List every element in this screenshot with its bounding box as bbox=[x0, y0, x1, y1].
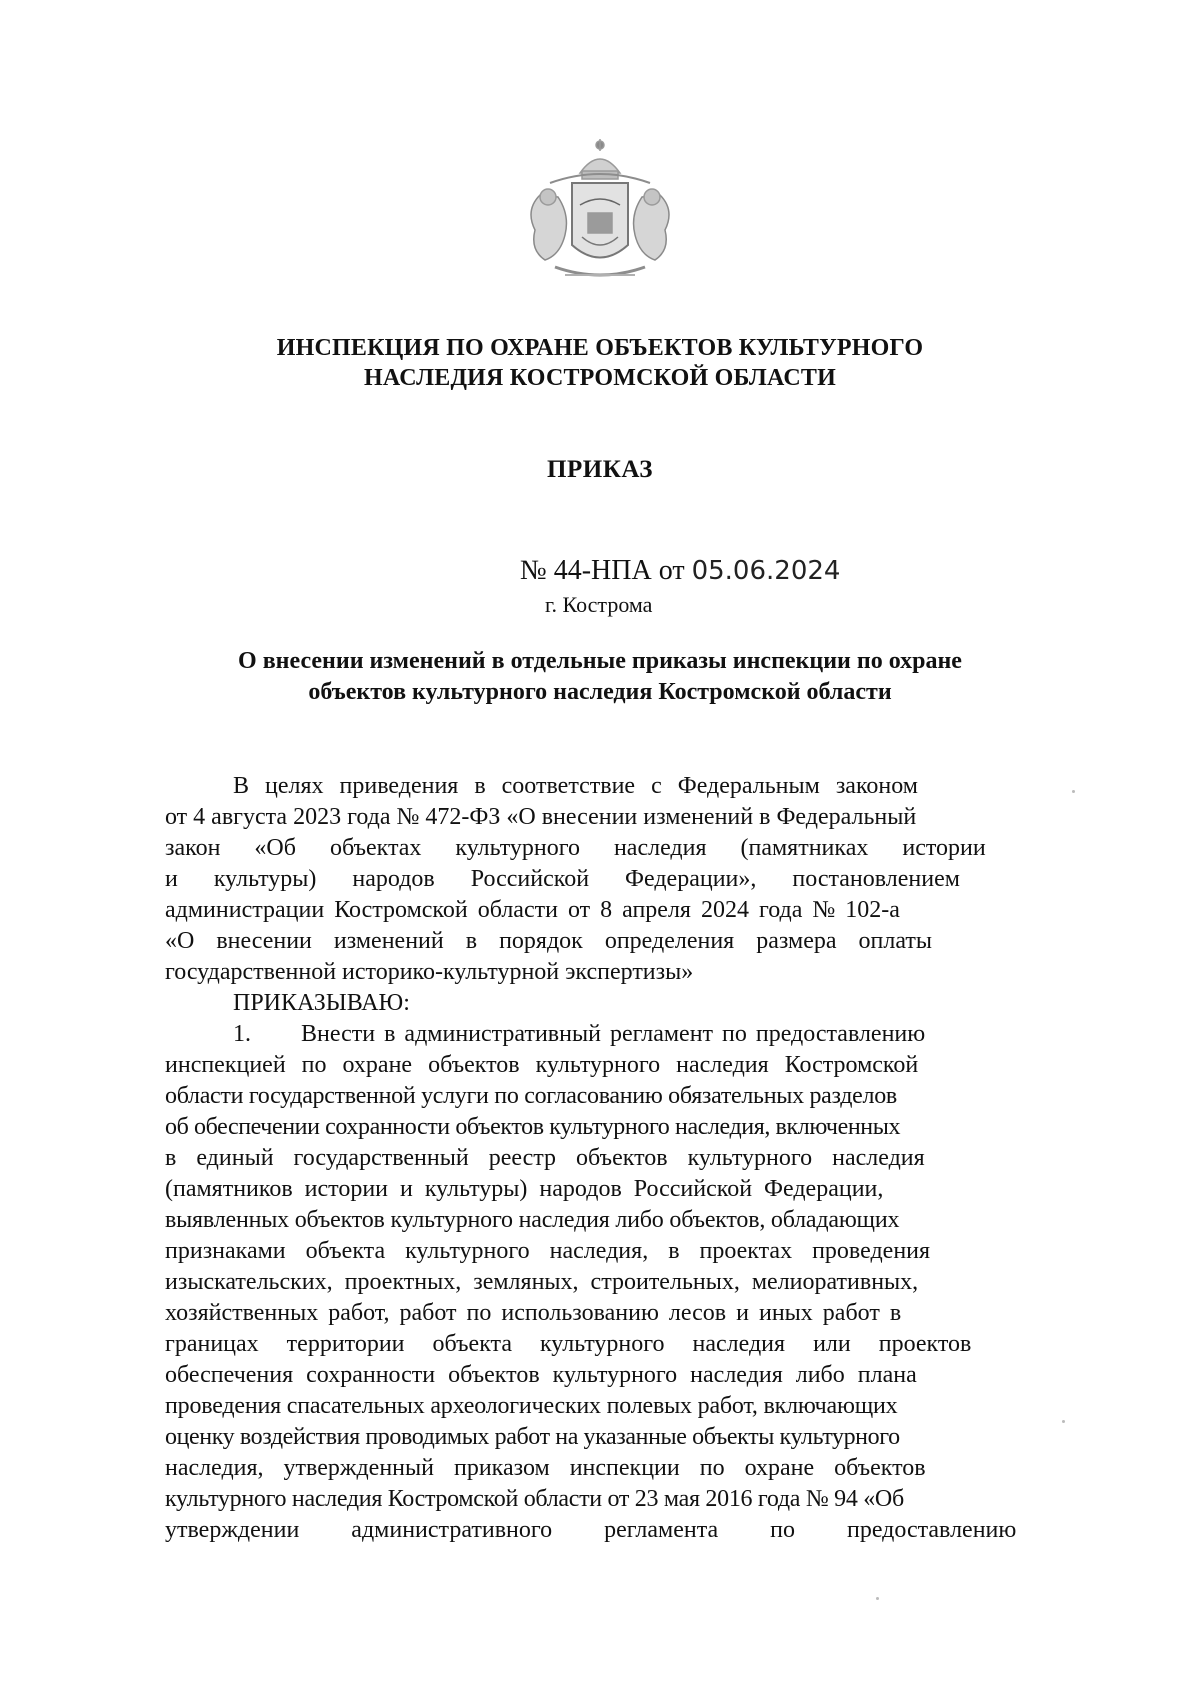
item-1-line: хозяйственных работ, работ по использованию лесов и иных работ в bbox=[165, 1300, 902, 1326]
item-1-line: наследия, утвержденный приказом инспекции по охране объектов bbox=[165, 1455, 926, 1481]
scan-speck bbox=[1072, 790, 1075, 793]
subject-line-1: О внесении изменений в отдельные приказы инспекции по охране bbox=[238, 648, 962, 674]
item-1-line: об обеспечении сохранности объектов культурного наследия, включенных bbox=[165, 1114, 901, 1140]
document-number-line bbox=[520, 555, 840, 587]
preamble-line: от 4 августа 2023 года № 472-ФЗ «О внесении изменений в Федеральный bbox=[165, 804, 917, 830]
item-1-line: оценку воздействия проводимых работ на указанные объекты культурного bbox=[165, 1424, 900, 1450]
document-type: ПРИКАЗ bbox=[547, 456, 653, 483]
item-1-line: обеспечения сохранности объектов культурного наследия либо плана bbox=[165, 1362, 917, 1388]
preamble-line: государственной историко-культурной экспертизы» bbox=[165, 959, 694, 985]
scan-speck bbox=[876, 1597, 879, 1600]
organization-name bbox=[150, 333, 1050, 393]
item-1-line: (памятников истории и культуры) народов Российской Федерации, bbox=[165, 1176, 884, 1202]
item-1-line: выявленных объектов культурного наследия либо объектов, обладающих bbox=[165, 1207, 900, 1233]
preamble-line: «О внесении изменений в порядок определения размера оплаты bbox=[165, 928, 932, 954]
preamble-line: закон «Об объектах культурного наследия (памятниках истории bbox=[165, 835, 986, 861]
document-number: № 44-НПА от bbox=[520, 555, 692, 586]
document-date: 05.06.2024 bbox=[691, 556, 841, 586]
organization-name-line-1: ИНСПЕКЦИЯ ПО ОХРАНЕ ОБЪЕКТОВ КУЛЬТУРНОГО bbox=[276, 335, 924, 361]
item-1-line: утверждении административного регламента по предоставлению bbox=[165, 1517, 1017, 1543]
order-word: ПРИКАЗЫВАЮ: bbox=[233, 990, 410, 1016]
preamble-line: администрации Костромской области от 8 апреля 2024 года № 102-а bbox=[165, 897, 900, 923]
item-1-line: области государственной услуги по согласованию обязательных разделов bbox=[165, 1083, 897, 1109]
preamble-line: В целях приведения в соответствие с Федеральным законом bbox=[233, 773, 918, 799]
scan-speck bbox=[1062, 1420, 1065, 1423]
item-1-line: изыскательских, проектных, земляных, строительных, мелиоративных, bbox=[165, 1269, 919, 1295]
subject-line-2: объектов культурного наследия Костромской области bbox=[308, 679, 892, 705]
document-city: г. Кострома bbox=[545, 592, 653, 617]
item-1-line: в единый государственный реестр объектов культурного наследия bbox=[165, 1145, 925, 1171]
preamble-line: и культуры) народов Российской Федерации», постановлением bbox=[165, 866, 960, 892]
organization-name-line-2: НАСЛЕДИЯ КОСТРОМСКОЙ ОБЛАСТИ bbox=[364, 365, 836, 391]
document-subject bbox=[150, 646, 1050, 708]
item-1-line: границах территории объекта культурного наследия или проектов bbox=[165, 1331, 972, 1357]
document-body bbox=[165, 771, 1045, 1546]
item-1-first-line bbox=[165, 1019, 1045, 1050]
item-1-number: 1. bbox=[233, 1021, 251, 1047]
item-1-text: Внести в административный регламент по предоставлению bbox=[301, 1021, 926, 1047]
item-1-line: признаками объекта культурного наследия, в проектах проведения bbox=[165, 1238, 931, 1264]
coat-of-arms-emblem bbox=[510, 135, 690, 285]
item-1-line: культурного наследия Костромской области от 23 мая 2016 года № 94 «Об bbox=[165, 1486, 904, 1512]
item-1-line: инспекцией по охране объектов культурного наследия Костромской bbox=[165, 1052, 919, 1078]
item-1-line: проведения спасательных археологических полевых работ, включающих bbox=[165, 1393, 898, 1419]
